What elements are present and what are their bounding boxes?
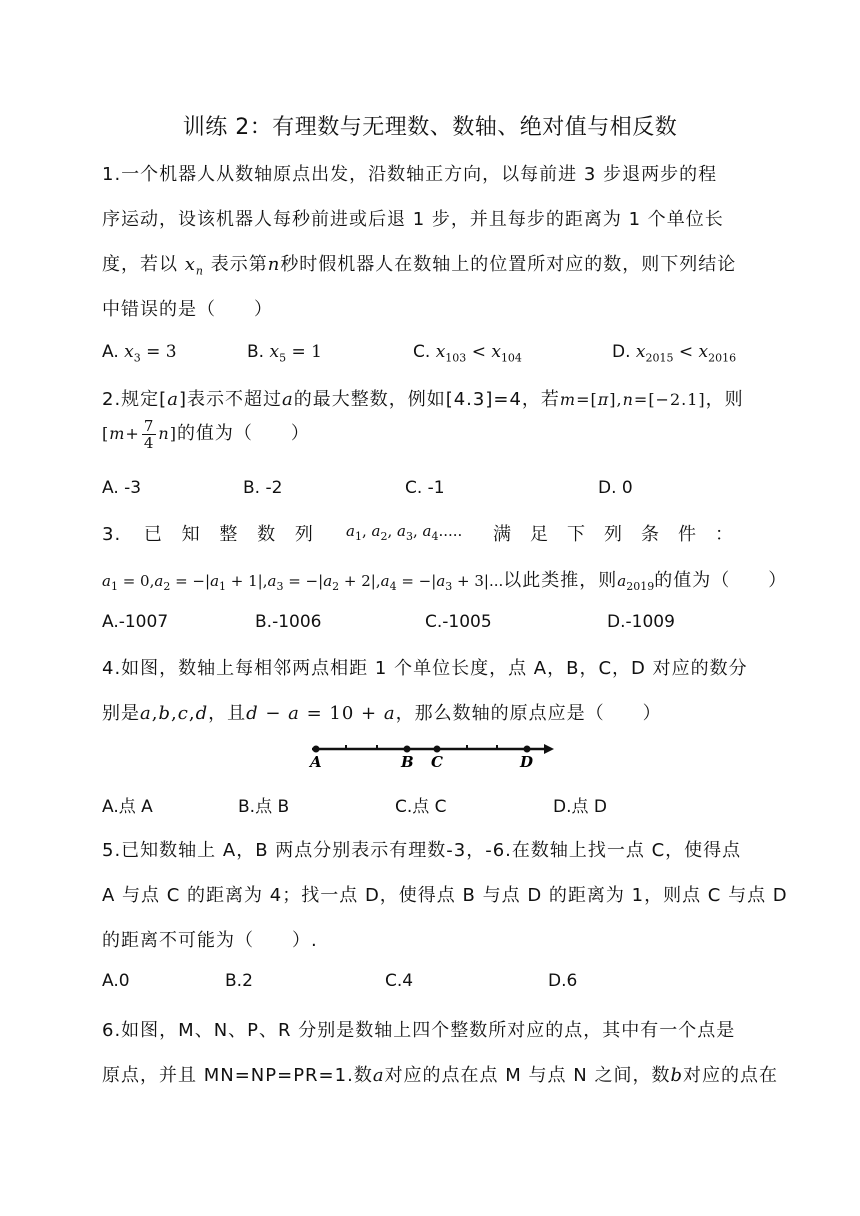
- q6-line-1: 6.如图，M、N、P、R 分别是数轴上四个整数所对应的点，其中有一个点是: [102, 1020, 736, 1041]
- q6-line-2: [102, 1061, 778, 1087]
- point-b-label: B: [401, 753, 414, 770]
- q4-text-b: ，且: [208, 703, 247, 724]
- q3-char: 下: [567, 524, 586, 545]
- q3-char: ：: [715, 524, 734, 545]
- q3-char: 3.: [102, 524, 122, 545]
- q5-option-d: D.6: [548, 971, 578, 991]
- q3-option-c: C.-1005: [425, 612, 492, 632]
- q3-char: 已: [143, 524, 163, 545]
- point-c-label: C: [431, 753, 443, 770]
- q3-char: 件: [678, 524, 697, 545]
- q1-option-c: [413, 342, 522, 364]
- q2-text-b: ]表示不超过: [178, 389, 282, 410]
- q3-option-b: B.-1006: [255, 612, 322, 632]
- q3-line-2: [102, 566, 787, 593]
- math-a2019: $a_{2019}$: [617, 572, 655, 593]
- q1-line-4: 中错误的是（ ）: [102, 299, 273, 320]
- q3-char: 条: [641, 524, 660, 545]
- q4-text-c: ，那么数轴的原点应是（ ）: [395, 703, 662, 724]
- math-recurrence: $a_1 = 0,a_2 = -|a_1 + 1|,a_3 = -|a_2 + 2|,a_4 = -|a_3 + 3|$...: [102, 572, 504, 593]
- page-title: 训练 2：有理数与无理数、数轴、绝对值与相反数: [182, 115, 678, 140]
- q1-line-3: [102, 250, 736, 278]
- q2-option-d: D. 0: [598, 478, 633, 498]
- math-x-n: $x_n$: [184, 254, 204, 278]
- q3-char: 列: [294, 524, 314, 545]
- q3-char: 列: [604, 524, 623, 545]
- q2-line-1: [102, 385, 744, 411]
- q2-text-a: 2.规定[: [102, 389, 168, 410]
- q5-option-b: B.2: [225, 971, 253, 991]
- q1-option-b: [247, 342, 322, 364]
- q2-line-2: [102, 418, 310, 451]
- option-label: C.: [413, 342, 431, 362]
- math-m-n-def: m=[π],n=[−2.1]: [559, 390, 706, 409]
- point-d-dot: [524, 746, 531, 753]
- math-expression: $x_{103} < x_{104}$: [435, 342, 522, 365]
- q1-line-3-b: 表示第: [210, 254, 268, 275]
- q4-text-a: 别是: [102, 703, 140, 724]
- q5-line-1: 5.已知数轴上 A，B 两点分别表示有理数-3，-6.在数轴上找一点 C，使得点: [102, 840, 742, 861]
- point-a-dot: [313, 746, 320, 753]
- q5-option-c: C.4: [385, 971, 414, 991]
- math-b: b: [670, 1065, 683, 1086]
- q6-text-a: 原点，并且 MN=NP=PR=1.数: [102, 1065, 373, 1086]
- math-a: a: [372, 1065, 385, 1086]
- q6-text-c: 对应的点在: [682, 1065, 778, 1086]
- q4-line-2: [102, 699, 662, 725]
- q5-option-a: A.0: [102, 971, 130, 991]
- point-d-label: D: [520, 753, 534, 770]
- q2-option-a: A. -3: [102, 478, 142, 498]
- q4-option-c: C.点 C: [395, 797, 447, 817]
- q3-char: 足: [530, 524, 549, 545]
- math-d-minus-a: d − a = 10 + a: [246, 703, 396, 724]
- q5-line-2: A 与点 C 的距离为 4；找一点 D，使得点 B 与点 D 的距离为 1，则点 C 与点 D: [102, 885, 788, 906]
- q2-option-b: B. -2: [243, 478, 283, 498]
- q2-text-e: 的值为（ ）: [176, 423, 310, 444]
- math-sequence: $a_1$, $a_2$, $a_3$, $a_4$.....: [346, 522, 463, 543]
- math-a: a: [167, 389, 179, 410]
- q3-char: 整: [219, 524, 239, 545]
- option-label: B.: [247, 342, 265, 362]
- point-c-dot: [434, 746, 441, 753]
- q4-option-b: B.点 B: [238, 797, 290, 817]
- point-a-label: A: [310, 753, 322, 770]
- point-b-dot: [404, 746, 411, 753]
- q3-char: 满: [493, 524, 512, 545]
- math-abcd: a,b,c,d: [140, 703, 209, 724]
- q3-char: 知: [181, 524, 201, 545]
- q3-char: 数: [257, 524, 277, 545]
- q1-line-1: 1.一个机器人从数轴原点出发，沿数轴正方向，以每前进 3 步退两步的程: [102, 164, 718, 185]
- math-n: n: [267, 254, 281, 275]
- q3-text-tail: 以此类推，则: [503, 570, 618, 591]
- q3-line-1-tail: [493, 520, 734, 546]
- math-expression: $x_5 = 1$: [269, 342, 322, 365]
- fraction-7-4: $\frac{7}{4}$: [143, 417, 155, 452]
- q3-option-a: A.-1007: [102, 612, 169, 632]
- q1-line-3-c: 秒时假机器人在数轴上的位置所对应的数，则下列结论: [280, 254, 737, 275]
- q1-line-2: 序运动，设该机器人每秒前进或后退 1 步，并且每步的距离为 1 个单位长: [102, 209, 724, 230]
- q1-option-a: [102, 342, 177, 364]
- q3-option-d: D.-1009: [607, 612, 675, 632]
- q1-option-d: [612, 342, 736, 364]
- q6-text-b: 对应的点在点 M 与点 N 之间，数: [384, 1065, 671, 1086]
- q3-text-end: 的值为（ ）: [654, 570, 788, 591]
- q4-line-1: 4.如图，数轴上每相邻两点相距 1 个单位长度，点 A，B，C，D 对应的数分: [102, 658, 748, 679]
- math-expression: $x_{2015} < x_{2016}$: [635, 342, 737, 365]
- option-label: A.: [102, 342, 119, 362]
- q5-line-3: 的距离不可能为（ ）.: [102, 930, 318, 951]
- option-label: D.: [612, 342, 631, 362]
- math-a: a: [281, 389, 294, 410]
- math-expression: $x_3 = 3$: [124, 342, 177, 365]
- math-m-plus-frac: [m+ $\frac{7}{4}$ n]: [102, 417, 177, 452]
- q2-text-d: ，则: [705, 389, 744, 410]
- q3-line-1: [102, 520, 314, 546]
- q2-option-c: C. -1: [405, 478, 445, 498]
- q4-option-d: D.点 D: [553, 797, 607, 817]
- number-line-figure: [300, 738, 560, 770]
- number-line-arrow: [544, 744, 554, 754]
- q2-text-c: 的最大整数，例如[4.3]=4，若: [293, 389, 560, 410]
- q1-line-3-a: 度，若以: [102, 254, 178, 275]
- q4-option-a: A.点 A: [102, 797, 153, 817]
